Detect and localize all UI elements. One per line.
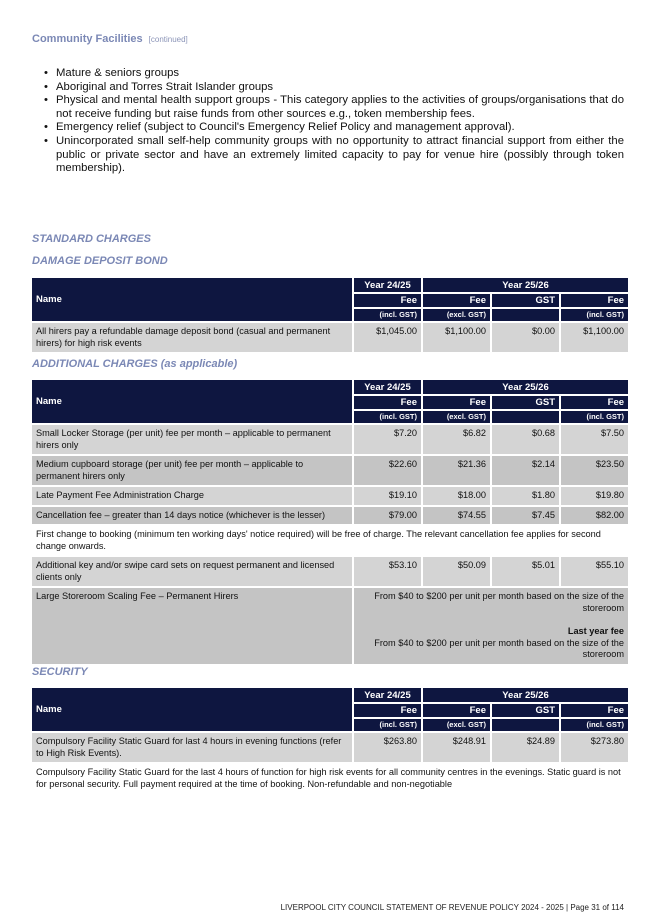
fee-excl-gst: $21.36 (423, 456, 490, 485)
row-name: Additional key and/or swipe card sets on request permanent and licensed clients only (32, 557, 352, 586)
gst-amount: $1.80 (492, 487, 559, 505)
additional-charges-table (30, 378, 630, 666)
list-item: • Physical and mental health support groups - This category applies to the activities of groups/organisations that do not receive funding but raise funds from other sources e.g., token membership fees. (32, 94, 624, 121)
col-fee-header: Fee (423, 294, 490, 307)
table-row (32, 557, 628, 586)
fee-excl-gst: $1,100.00 (423, 323, 490, 352)
page-heading (32, 33, 188, 45)
incl-gst-label: (incl. GST) (354, 719, 421, 731)
excl-gst-label: (excl. GST) (423, 309, 490, 321)
damage-deposit-table (30, 276, 630, 354)
table-row (32, 588, 628, 664)
table-row (32, 323, 628, 352)
table-row (32, 507, 628, 525)
cancellation-note: First change to booking (minimum ten working days' notice required) will be free of charge. The relevant cancellation fee applies for second change onwards. (32, 526, 628, 555)
eligible-groups-list (32, 67, 624, 176)
gst-amount: $7.45 (492, 507, 559, 525)
col-fee-header: Fee (561, 704, 628, 717)
table-row (32, 456, 628, 485)
col-name-header: Name (32, 688, 352, 731)
fee-excl-gst: $6.82 (423, 425, 490, 454)
col-fee-header: Fee (354, 396, 421, 409)
col-fee-header: Fee (423, 396, 490, 409)
table-note-row (32, 764, 628, 793)
storeroom-fee-current: From $40 to $200 per unit per month based on the size of the storeroom (374, 591, 625, 613)
row-name: Small Locker Storage (per unit) fee per month – applicable to permanent hirers only (32, 425, 352, 454)
year1-fee: $263.80 (354, 733, 421, 762)
col-gst-header: GST (492, 294, 559, 307)
col-year2-header: Year 25/26 (423, 380, 628, 394)
col-fee-header: Fee (561, 294, 628, 307)
security-heading: SECURITY (32, 666, 88, 678)
col-fee-header: Fee (423, 704, 490, 717)
year1-fee: $79.00 (354, 507, 421, 525)
col-fee-header: Fee (561, 396, 628, 409)
fee-excl-gst: $50.09 (423, 557, 490, 586)
gst-amount: $0.00 (492, 323, 559, 352)
gst-amount: $0.68 (492, 425, 559, 454)
security-table (30, 686, 630, 795)
col-name-header: Name (32, 380, 352, 423)
list-item: • Aboriginal and Torres Strait Islander groups (32, 81, 624, 95)
col-fee-header: Fee (354, 704, 421, 717)
incl-gst-label: (incl. GST) (354, 411, 421, 423)
fee-incl-gst: $7.50 (561, 425, 628, 454)
continued-label: [continued] (148, 35, 188, 44)
gst-amount: $2.14 (492, 456, 559, 485)
fee-incl-gst: $23.50 (561, 456, 628, 485)
storeroom-fee-text (354, 588, 628, 664)
gst-amount: $24.89 (492, 733, 559, 762)
excl-gst-label: (excl. GST) (423, 719, 490, 731)
incl-gst-label: (incl. GST) (561, 719, 628, 731)
col-year1-header: Year 24/25 (354, 278, 421, 292)
col-year2-header: Year 25/26 (423, 688, 628, 702)
table-note-row (32, 526, 628, 555)
col-gst-header: GST (492, 704, 559, 717)
excl-gst-label: (excl. GST) (423, 411, 490, 423)
year1-fee: $19.10 (354, 487, 421, 505)
col-year1-header: Year 24/25 (354, 688, 421, 702)
col-year2-header: Year 25/26 (423, 278, 628, 292)
table-row (32, 425, 628, 454)
list-item: • Unincorporated small self-help community groups with no opportunity to attract financial support from either the public or private sector and have an extremely limited capacity to pay for venue hire (possibly through token membership). (32, 135, 624, 176)
blank-header (492, 309, 559, 321)
year1-fee: $53.10 (354, 557, 421, 586)
list-item: • Emergency relief (subject to Council's Emergency Relief Policy and management approval). (32, 121, 624, 135)
fee-excl-gst: $18.00 (423, 487, 490, 505)
gst-amount: $5.01 (492, 557, 559, 586)
storeroom-fee-last-year: From $40 to $200 per unit per month based on the size of the storeroom (374, 637, 625, 659)
row-name: Compulsory Facility Static Guard for last 4 hours in evening functions (refer to High Risk Events). (32, 733, 352, 762)
page-heading-title: Community Facilities (32, 33, 143, 45)
security-note: Compulsory Facility Static Guard for the last 4 hours of function for high risk events for all community centres in the evenings. Static guard is not for personal security. Full payment required at the time of booking. Non-refundable and non-negotiable (32, 764, 628, 793)
additional-charges-heading: ADDITIONAL CHARGES (as applicable) (32, 358, 238, 370)
incl-gst-label: (incl. GST) (561, 411, 628, 423)
row-name: Late Payment Fee Administration Charge (32, 487, 352, 505)
row-name: Medium cupboard storage (per unit) fee per month – applicable to permanent hirers only (32, 456, 352, 485)
col-name-header: Name (32, 278, 352, 321)
incl-gst-label: (incl. GST) (561, 309, 628, 321)
table-row (32, 487, 628, 505)
incl-gst-label: (incl. GST) (354, 309, 421, 321)
last-year-fee-label: Last year fee (567, 626, 625, 636)
year1-fee: $22.60 (354, 456, 421, 485)
row-name: Large Storeroom Scaling Fee – Permanent Hirers (32, 588, 352, 664)
col-fee-header: Fee (354, 294, 421, 307)
fee-excl-gst: $74.55 (423, 507, 490, 525)
table-row (32, 733, 628, 762)
damage-deposit-heading: DAMAGE DEPOSIT BOND (32, 255, 168, 267)
fee-incl-gst: $55.10 (561, 557, 628, 586)
row-name: Cancellation fee – greater than 14 days notice (whichever is the lesser) (32, 507, 352, 525)
fee-incl-gst: $1,100.00 (561, 323, 628, 352)
year1-fee: $7.20 (354, 425, 421, 454)
blank-header (492, 411, 559, 423)
year1-fee: $1,045.00 (354, 323, 421, 352)
col-year1-header: Year 24/25 (354, 380, 421, 394)
page-footer: LIVERPOOL CITY COUNCIL STATEMENT OF REVENUE POLICY 2024 - 2025 | Page 31 of 114 (280, 903, 624, 912)
fee-incl-gst: $273.80 (561, 733, 628, 762)
row-name: All hirers pay a refundable damage deposit bond (casual and permanent hirers) for high risk events (32, 323, 352, 352)
fee-incl-gst: $82.00 (561, 507, 628, 525)
fee-excl-gst: $248.91 (423, 733, 490, 762)
standard-charges-heading: STANDARD CHARGES (32, 233, 151, 245)
fee-incl-gst: $19.80 (561, 487, 628, 505)
list-item: • Mature & seniors groups (32, 67, 624, 81)
col-gst-header: GST (492, 396, 559, 409)
blank-header (492, 719, 559, 731)
